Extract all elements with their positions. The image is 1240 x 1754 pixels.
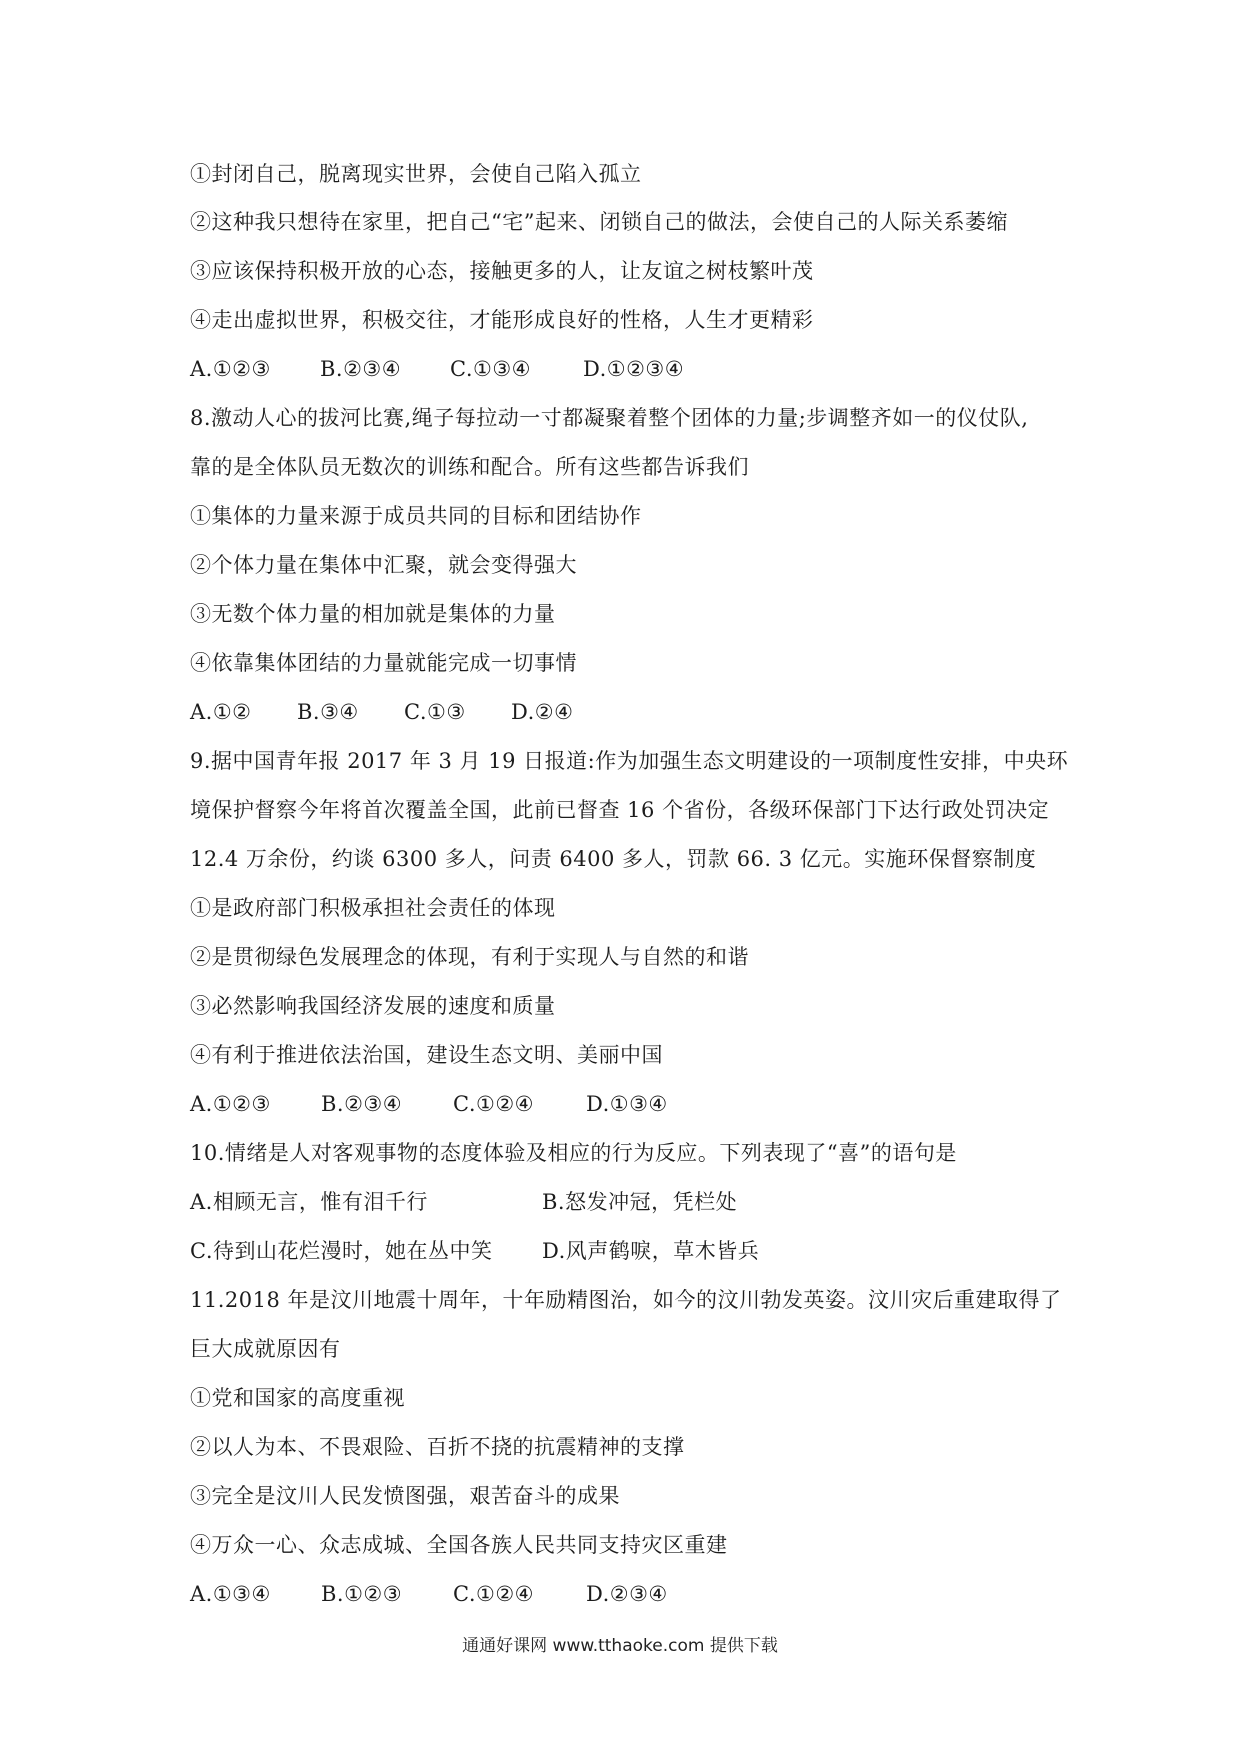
q11-options [190, 1580, 668, 1608]
q9-option-b: B.②③④ [321, 1092, 403, 1116]
q7-statement-2: ②这种我只想待在家里，把自己“宅”起来、闭锁自己的做法，会使自己的人际关系萎缩 [190, 210, 1008, 234]
q8-option-b: B.③④ [297, 700, 359, 724]
q9-options [190, 1090, 668, 1118]
q8-options [190, 698, 573, 726]
q10-options-row-2 [190, 1237, 759, 1265]
q9-stem-line-1: 9.据中国青年报 2017 年 3 月 19 日报道:作为加强生态文明建设的一项制度性安排，中央环 [190, 749, 1069, 773]
q9-statement-2: ②是贯彻绿色发展理念的体现，有利于实现人与自然的和谐 [190, 945, 749, 969]
q8-statement-4: ④依靠集体团结的力量就能完成一切事情 [190, 651, 577, 675]
q11-statement-2: ②以人为本、不畏艰险、百折不挠的抗震精神的支撑 [190, 1435, 685, 1459]
q9-option-c: C.①②④ [453, 1092, 534, 1116]
q7-option-b: B.②③④ [320, 357, 402, 381]
q9-stem-line-2: 境保护督察今年将首次覆盖全国，此前已督查 16 个省份，各级环保部门下达行政处罚决定 [190, 798, 1050, 822]
q7-option-d: D.①②③④ [583, 357, 685, 381]
q9-statement-1: ①是政府部门积极承担社会责任的体现 [190, 896, 556, 920]
q11-statement-1: ①党和国家的高度重视 [190, 1386, 405, 1410]
q10-stem: 10.情绪是人对客观事物的态度体验及相应的行为反应。下列表现了“喜”的语句是 [190, 1141, 957, 1165]
q8-statement-1: ①集体的力量来源于成员共同的目标和团结协作 [190, 504, 642, 528]
q9-statement-4: ④有利于推进依法治国，建设生态文明、美丽中国 [190, 1043, 663, 1067]
q11-option-c: C.①②④ [453, 1582, 534, 1606]
q9-option-d: D.①③④ [586, 1092, 668, 1116]
q7-statement-4: ④走出虚拟世界，积极交往，才能形成良好的性格，人生才更精彩 [190, 308, 814, 332]
q7-option-c: C.①③④ [450, 357, 531, 381]
q11-statement-4: ④万众一心、众志成城、全国各族人民共同支持灾区重建 [190, 1533, 728, 1557]
q8-option-c: C.①③ [404, 700, 466, 724]
q8-stem-line-2: 靠的是全体队员无数次的训练和配合。所有这些都告诉我们 [190, 455, 749, 479]
q9-statement-3: ③必然影响我国经济发展的速度和质量 [190, 994, 556, 1018]
footer-source: 通通好课网 www.tthaoke.com 提供下载 [462, 1636, 778, 1656]
q11-option-d: D.②③④ [586, 1582, 668, 1606]
q8-statement-3: ③无数个体力量的相加就是集体的力量 [190, 602, 556, 626]
q10-option-c: C.待到山花烂漫时，她在丛中笑 [190, 1239, 493, 1263]
q7-statement-1: ①封闭自己，脱离现实世界，会使自己陷入孤立 [190, 162, 642, 186]
q11-option-a: A.①③④ [190, 1582, 271, 1606]
q7-options [190, 355, 684, 383]
q7-statement-3: ③应该保持积极开放的心态，接触更多的人，让友谊之树枝繁叶茂 [190, 259, 814, 283]
q8-statement-2: ②个体力量在集体中汇聚，就会变得强大 [190, 553, 577, 577]
q10-option-b: B.怒发冲冠，凭栏处 [542, 1190, 738, 1214]
q10-option-d: D.风声鹤唳，草木皆兵 [542, 1239, 760, 1263]
q8-stem-line-1: 8.激动人心的拔河比赛,绳子每拉动一寸都凝聚着整个团体的力量;步调整齐如一的仪仗队, [190, 406, 1029, 430]
q8-option-a: A.①② [190, 700, 252, 724]
q10-options-row-1 [190, 1188, 737, 1216]
q10-option-a: A.相顾无言，惟有泪千行 [190, 1190, 428, 1214]
q11-stem-line-1: 11.2018 年是汶川地震十周年，十年励精图治，如今的汶川勃发英姿。汶川灾后重建取得了 [190, 1288, 1062, 1312]
q11-stem-line-2: 巨大成就原因有 [190, 1337, 341, 1361]
q9-stem-line-3: 12.4 万余份，约谈 6300 多人，问责 6400 多人，罚款 66. 3 亿元。实施环保督察制度 [190, 847, 1037, 871]
q11-option-b: B.①②③ [321, 1582, 403, 1606]
q9-option-a: A.①②③ [190, 1092, 271, 1116]
q8-option-d: D.②④ [511, 700, 574, 724]
q7-option-a: A.①②③ [190, 357, 271, 381]
q11-statement-3: ③完全是汶川人民发愤图强，艰苦奋斗的成果 [190, 1484, 620, 1508]
